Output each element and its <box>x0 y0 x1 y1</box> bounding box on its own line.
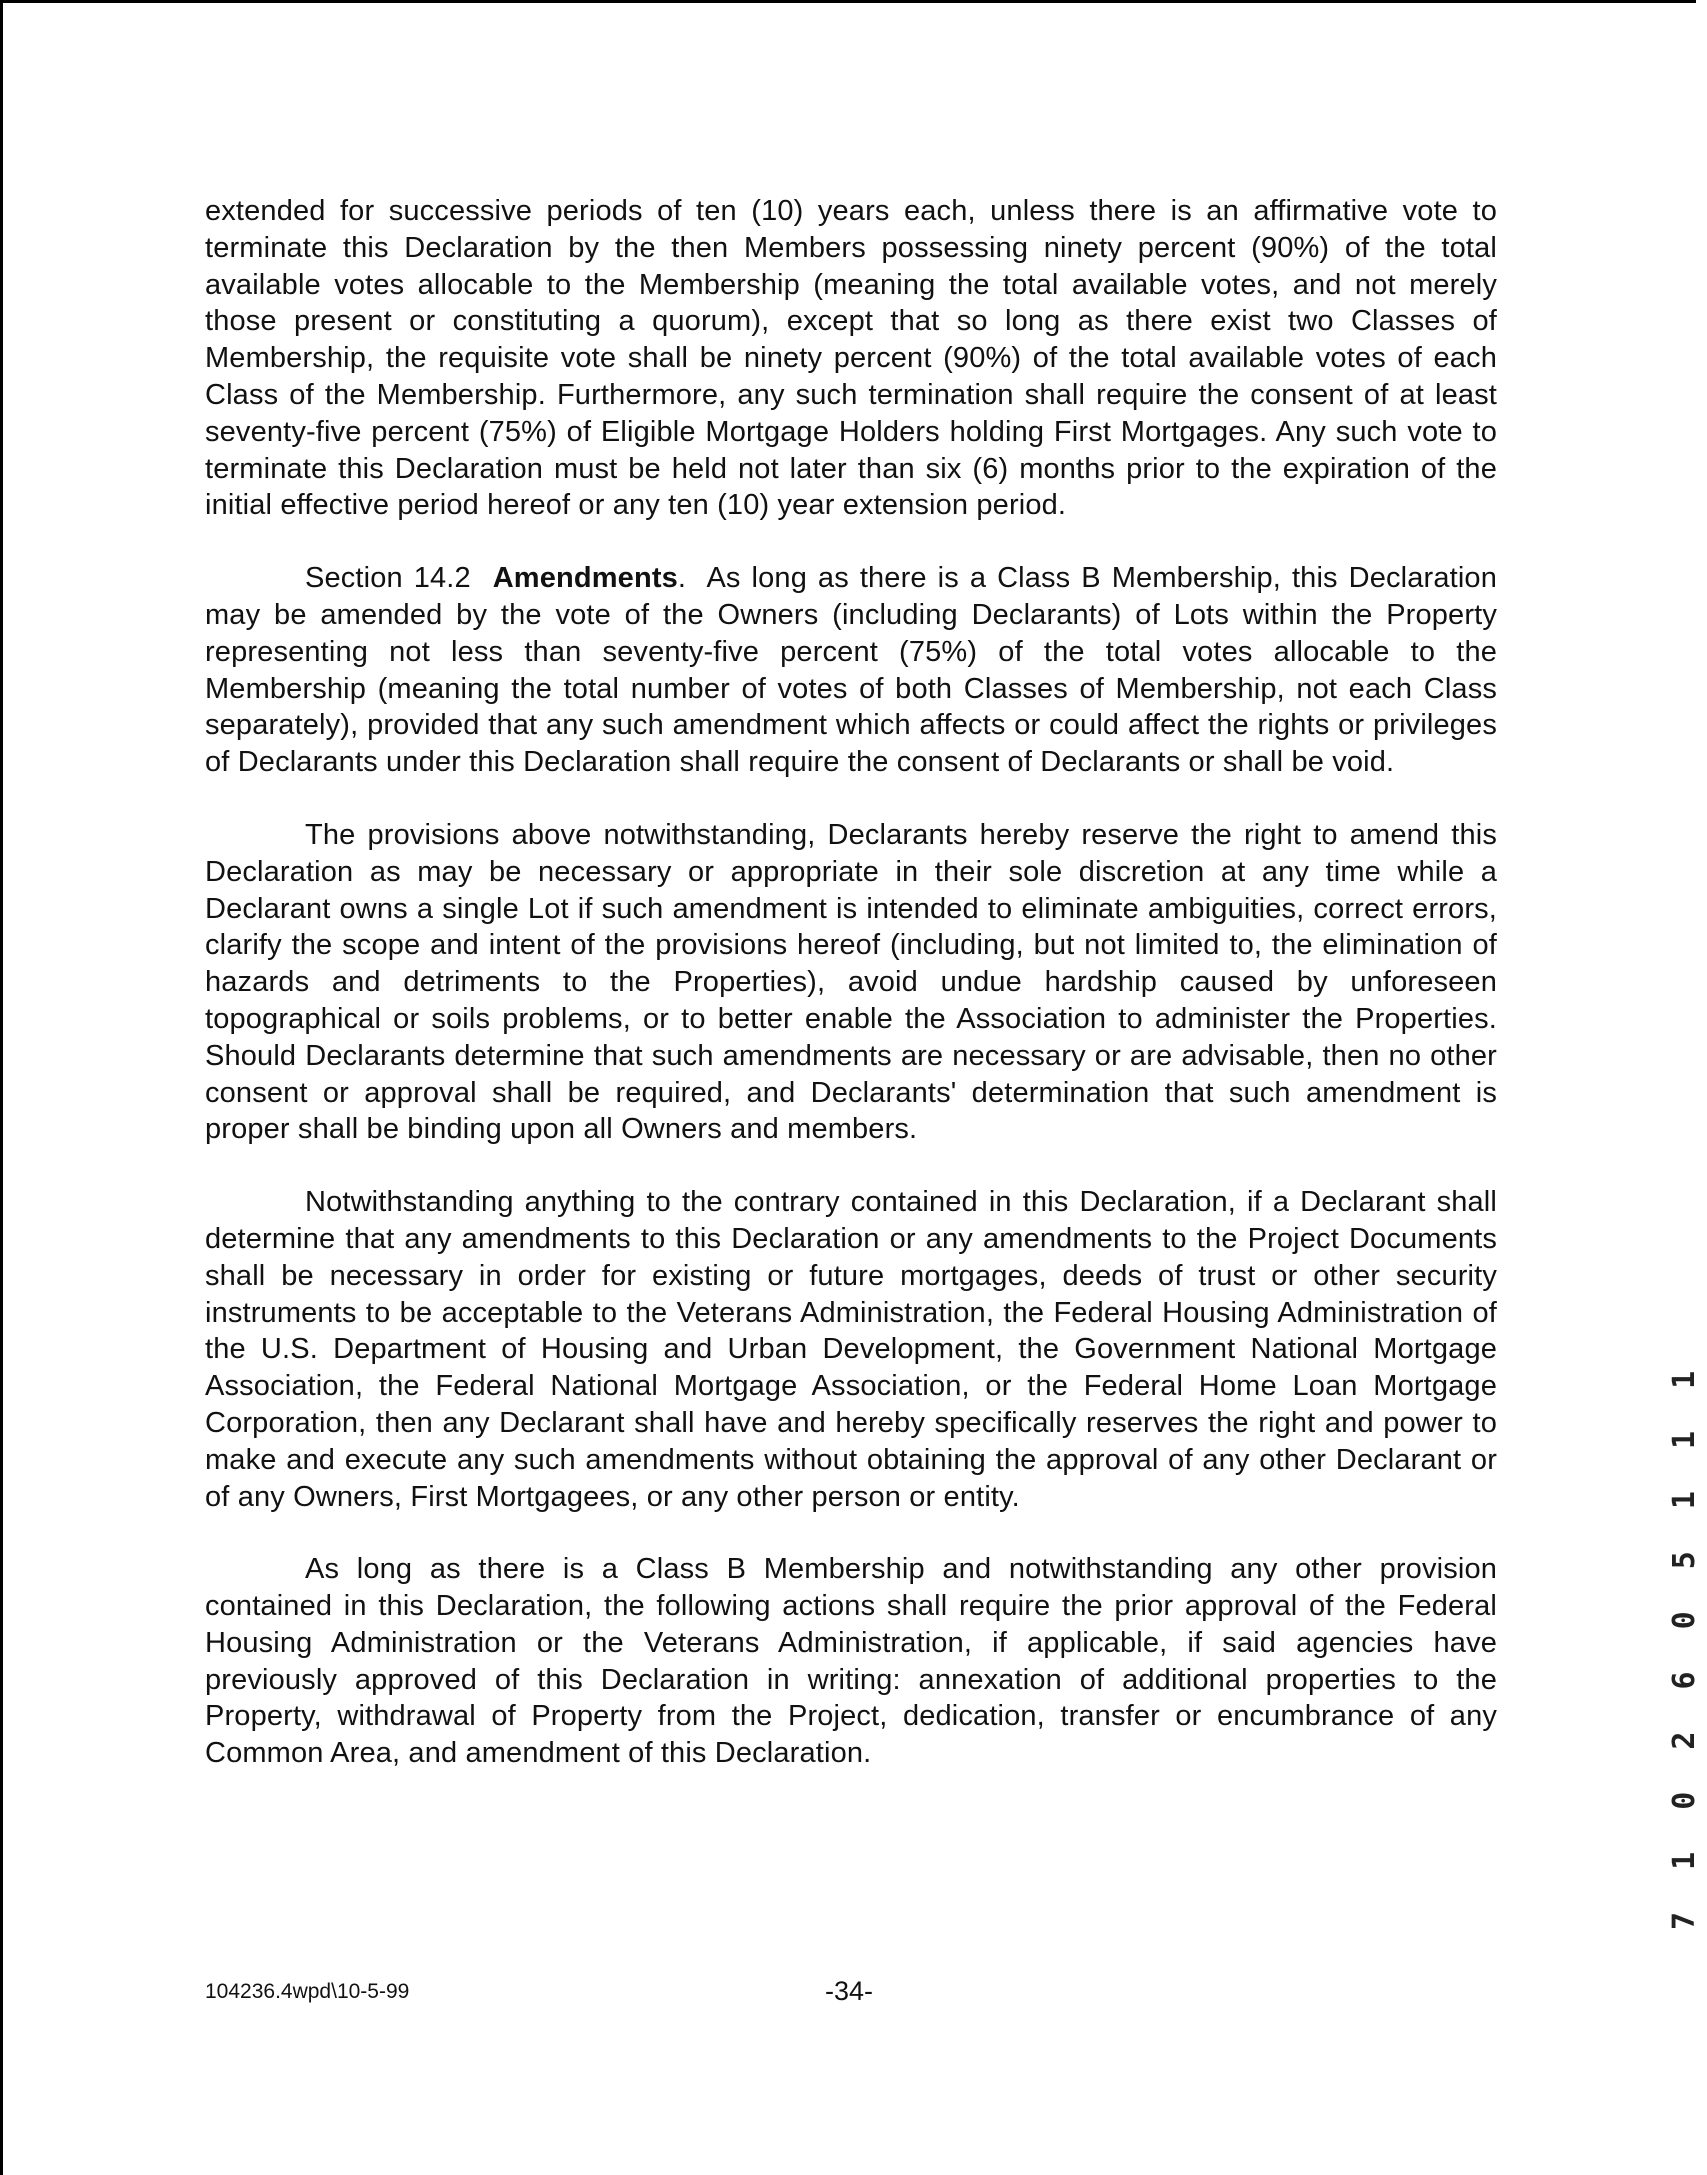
paragraph-agency-amendments: Notwithstanding anything to the contrary contained in this Declaration, if a Declarant shall determine that any amendments to this Declaration or any amendments to the Project Documents shall be necessary in order for existing or future mortgages, deeds of trust or other security instruments to be acceptable to the Veterans Administration, the Federal Housing Administration of the U.S. Department of Housing and Urban Development, the Government National Mortgage Association, the Federal National Mortgage Association, or the Federal Home Loan Mortgage Corporation, then any Declarant shall have and hereby specifically reserves the right and power to make and execute any such amendments without obtaining the approval of any other Declarant or of any Owners, First Mortgagees, or any other person or entity. <box>205 1186 1497 1513</box>
scan-border-left <box>0 0 3 2175</box>
recording-stamp-number: 7 1 0 2 6 0 5 1 1 1 <box>1667 1358 1702 1930</box>
document-body <box>205 193 1497 1808</box>
paragraph-section-14-2: Section 14.2 Amendments. As long as there is a Class B Membership, this Declaration may be amended by the vote of the Owners (including Declarants) of Lots within the Property representing not less than seventy-five percent (75%) of the total votes allocable to the Membership (meaning the total number of votes of both Classes of Membership, not each Class separately), provided that any such amendment which affects or could affect the rights or privileges of Declarants under this Declaration shall require the consent of Declarants or shall be void. <box>205 562 1497 779</box>
scan-border-top <box>0 0 1696 3</box>
page-footer <box>205 1976 1497 2016</box>
section-heading-amendments: Amendments <box>492 562 678 595</box>
margin-recording-stamp <box>1622 1358 1702 1930</box>
paragraph-declarant-reserved-amendments: The provisions above notwithstanding, Declarants hereby reserve the right to amend this Declaration as may be necessary or appropriate in their sole discretion at any time while a Declarant owns a single Lot if such amendment is intended to eliminate ambiguities, correct errors, clarify the scope and intent of the provisions hereof (including, but not limited to, the elimination of hazards and detriments to the Properties), avoid undue hardship caused by unforeseen topographical or soils problems, or to better enable the Association to administer the Properties. Should Declarants determine that such amendments are necessary or are advisable, then no other consent or approval shall be required, and Declarants' determination that such amendment is proper shall be binding upon all Owners and members. <box>205 818 1497 1146</box>
document-id: 104236.4wpd\10-5-99 <box>205 1980 410 2003</box>
page-number: -34- <box>825 1976 874 2006</box>
section-14-2-text: As long as there is a Class B Membership, this Declaration may be amended by the vote of the Owners (including Declarants) of Lots within the Property representing not less than seventy-five percent (75%) of the total votes allocable to the Membership (meaning the total number of votes of both Classes of Membership, not each Class separately), provided that any such amendment which affects or could affect the rights or privileges of Declarants under this Declaration shall require the consent of Declarants or shall be void. <box>205 562 1497 779</box>
paragraph-termination-vote: extended for successive periods of ten (10) years each, unless there is an affirmative vote to terminate this Declaration by the then Members possessing ninety percent (90%) of the total available votes allocable to the Membership (meaning the total available votes, and not merely those present or constituting a quorum), except that so long as there exist two Classes of Membership, the requisite vote shall be ninety percent (90%) of the total available votes of each Class of the Membership. Furthermore, any such termination shall require the consent of at least seventy-five percent (75%) of Eligible Mortgage Holders holding First Mortgages. Any such vote to terminate this Declaration must be held not later than six (6) months prior to the expiration of the initial effective period hereof or any ten (10) year extension period. <box>205 195 1497 522</box>
section-number: Section 14.2 <box>305 562 471 595</box>
paragraph-fha-va-approval: As long as there is a Class B Membership and notwithstanding any other provision contained in this Declaration, the following actions shall require the prior approval of the Federal Housing Administration or the Veterans Administration, if applicable, if said agencies have previously approved of this Declaration in writing: annexation of additional properties to the Property, withdrawal of Property from the Project, dedication, transfer or encumbrance of any Common Area, and amendment of this Declaration. <box>205 1553 1497 1770</box>
